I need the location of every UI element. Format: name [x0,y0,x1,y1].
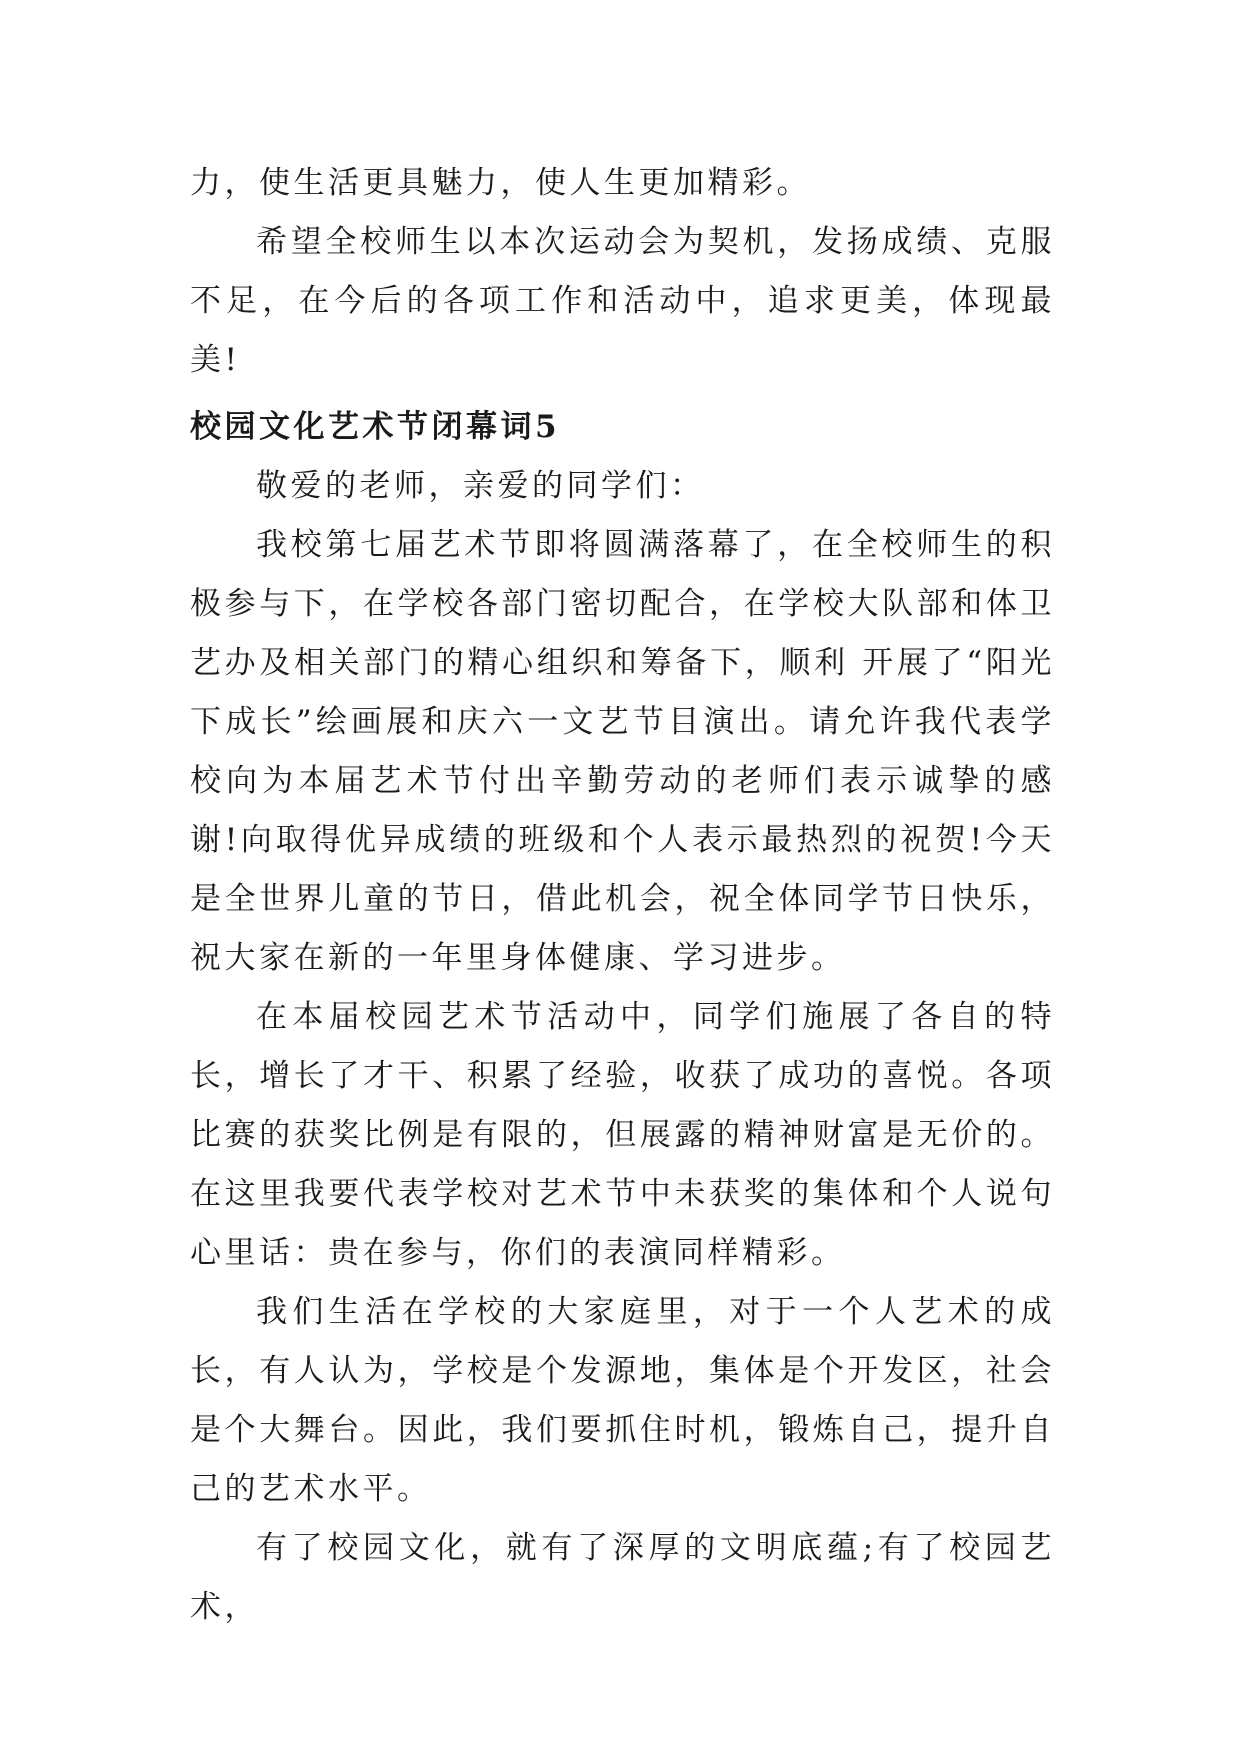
continuation-paragraph: 力，使生活更具魅力，使人生更加精彩。 [190,165,811,201]
continuation-block [190,154,1055,390]
body-paragraph: 在本届校园艺术节活动中，同学们施展了各自的特长，增长了才干、积累了经验，收获了成功的喜悦。各项比赛的获奖比例是有限的，但展露的精神财富是无价的。在这里我要代表学校对艺术节中未获奖的集体和个人说句心里话：贵在参与，你们的表演同样精彩。 [190,999,1055,1271]
body-paragraph: 我校第七届艺术节即将圆满落幕了，在全校师生的积极参与下，在学校各部门密切配合，在学校大队部和体卫艺办及相关部门的精心组织和筹备下，顺利 开展了“阳光下成长”绘画展和庆六一文艺节目演出。请允许我代表学校向为本届艺术节付出辛勤劳动的老师们表示诚挚的感谢!向取得优异成绩的班级和个人表示最热烈的祝贺!今天是全世界儿童的节日，借此机会，祝全体同学节日快乐，祝大家在新的一年里身体健康、学习进步。 [190,527,1055,976]
body-paragraph: 我们生活在学校的大家庭里，对于一个人艺术的成长，有人认为，学校是个发源地，集体是个开发区，社会是个大舞台。因此，我们要抓住时机，锻炼自己，提升自己的艺术水平。 [190,1294,1055,1507]
closing-wish-paragraph: 希望全校师生以本次运动会为契机，发扬成绩、克服不足，在今后的各项工作和活动中，追求更美，体现最美! [190,224,1055,378]
body-paragraph: 有了校园文化，就有了深厚的文明底蕴;有了校园艺术， [190,1530,1055,1625]
section-block [190,398,1055,1637]
salutation: 敬爱的老师，亲爱的同学们： [256,468,705,504]
section-title: 校园文化艺术节闭幕词5 [190,409,561,445]
